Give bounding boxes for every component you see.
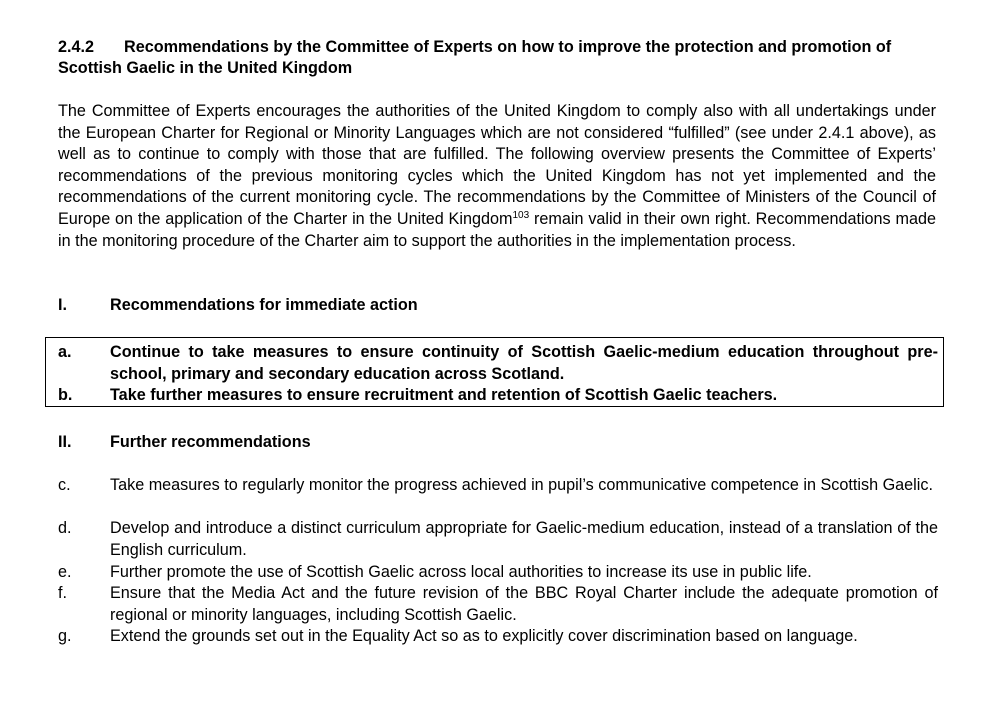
section-title: Recommendations for immediate action: [110, 296, 418, 314]
recommendation-item-c: [58, 475, 938, 497]
recommendation-item-a: [58, 342, 938, 385]
section-further-heading: [58, 432, 938, 453]
item-text: Develop and introduce a distinct curriculum appropriate for Gaelic-medium education, instead of a translation of the English curriculum.: [110, 519, 938, 559]
intro-text-part-2: remain valid in their own right. Recommendations made in the monitoring procedure of the Charter aim to support the authorities in the implementation process.: [58, 209, 936, 250]
section-number: 2.4.2: [58, 38, 95, 56]
recommendation-item-d: [58, 518, 938, 561]
recommendation-item-e: [58, 562, 938, 584]
recommendation-item-f: [58, 583, 938, 626]
item-letter: a.: [58, 343, 72, 361]
item-letter: d.: [58, 519, 72, 537]
recommendation-item-b: [58, 385, 938, 407]
section-heading: [58, 37, 938, 79]
section-immediate-heading: [58, 295, 938, 316]
item-text: Extend the grounds set out in the Equality Act so as to explicitly cover discrimination based on language.: [110, 627, 858, 645]
recommendation-item-g: [58, 626, 938, 648]
item-letter: b.: [58, 386, 73, 404]
item-text: Ensure that the Media Act and the future revision of the BBC Royal Charter include the adequate promotion of regional or minority languages, including Scottish Gaelic.: [110, 584, 938, 624]
section-numeral: II.: [58, 433, 72, 451]
section-title: Recommendations by the Committee of Experts on how to improve the protection and promotion of Scottish Gaelic in the United Kingdom: [58, 38, 892, 77]
item-letter: g.: [58, 627, 72, 645]
item-letter: e.: [58, 563, 72, 581]
item-text: Take further measures to ensure recruitment and retention of Scottish Gaelic teachers.: [110, 386, 778, 404]
footnote-reference[interactable]: 103: [512, 209, 530, 221]
intro-paragraph: [58, 101, 936, 252]
intro-text-part-1: The Committee of Experts encourages the authorities of the United Kingdom to comply also with all undertakings under the European Charter for Regional or Minority Languages which are not considered “fulfilled” (see under 2.4.1 above), as well as to continue to comply with those that are fulfilled. The following overview presents the Committee of Experts’ recommendations of the previous monitoring cycles which the United Kingdom has not yet implemented and the recommendations of the current monitoring cycle. The recommendations by the Committee of Ministers of the Council of Europe on the application of the Charter in the United Kingdom: [58, 102, 936, 228]
section-numeral: I.: [58, 296, 67, 314]
item-text: Continue to take measures to ensure continuity of Scottish Gaelic-medium education throughout pre-school, primary and secondary education across Scotland.: [110, 343, 938, 383]
item-text: Take measures to regularly monitor the progress achieved in pupil’s communicative competence in Scottish Gaelic.: [110, 476, 933, 494]
item-letter: c.: [58, 476, 71, 494]
item-text: Further promote the use of Scottish Gaelic across local authorities to increase its use in public life.: [110, 563, 812, 581]
section-title: Further recommendations: [110, 433, 311, 451]
item-letter: f.: [58, 584, 67, 602]
